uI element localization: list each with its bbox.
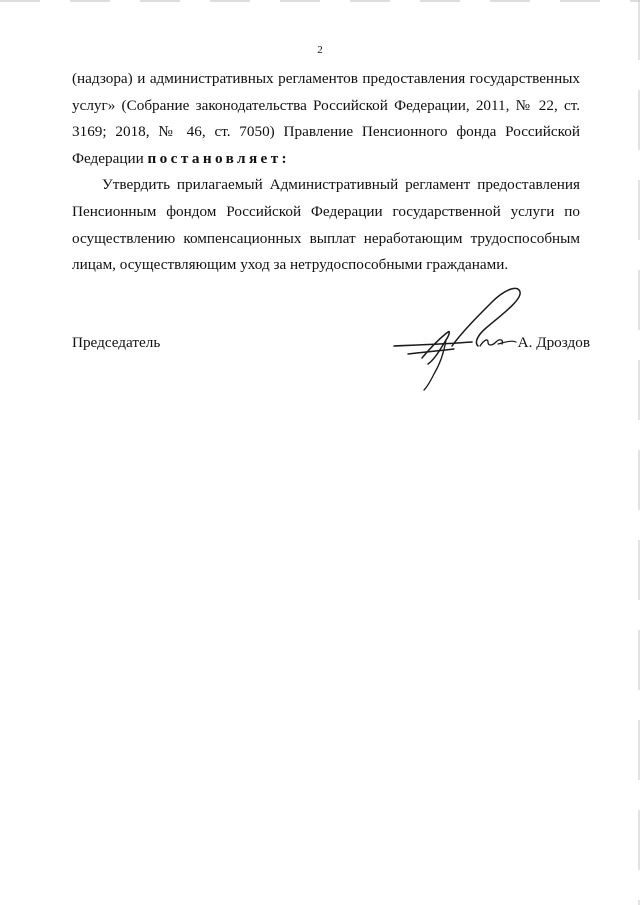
page-number: 2 (317, 44, 323, 56)
document-body (72, 66, 580, 279)
paragraph-resolution: Утвердить прилагаемый Административный регламент предоставления Пенсионным фондом Российской Федерации государственной услуги по осуществлению компенсационных выплат неработающим трудоспособным лицам, осуществляющим уход за нетрудоспособными гражданами. (72, 176, 580, 274)
scan-edge-top (0, 0, 640, 2)
paragraph-preamble-text: (надзора) и административных регламентов предоставления государственных услуг» (Собрание законодательства Российской Федерации, 2011, № 22, ст. 3169; 2018, № 46, ст. 7050) Правление Пенсионного фонда Российской Федерации (72, 70, 580, 167)
paragraph-preamble-end (72, 66, 580, 172)
signatory-title: Председатель (72, 334, 161, 351)
signature-block (72, 334, 590, 364)
signatory-name: А. Дроздов (517, 334, 590, 351)
decree-word: постановляет: (147, 149, 291, 167)
